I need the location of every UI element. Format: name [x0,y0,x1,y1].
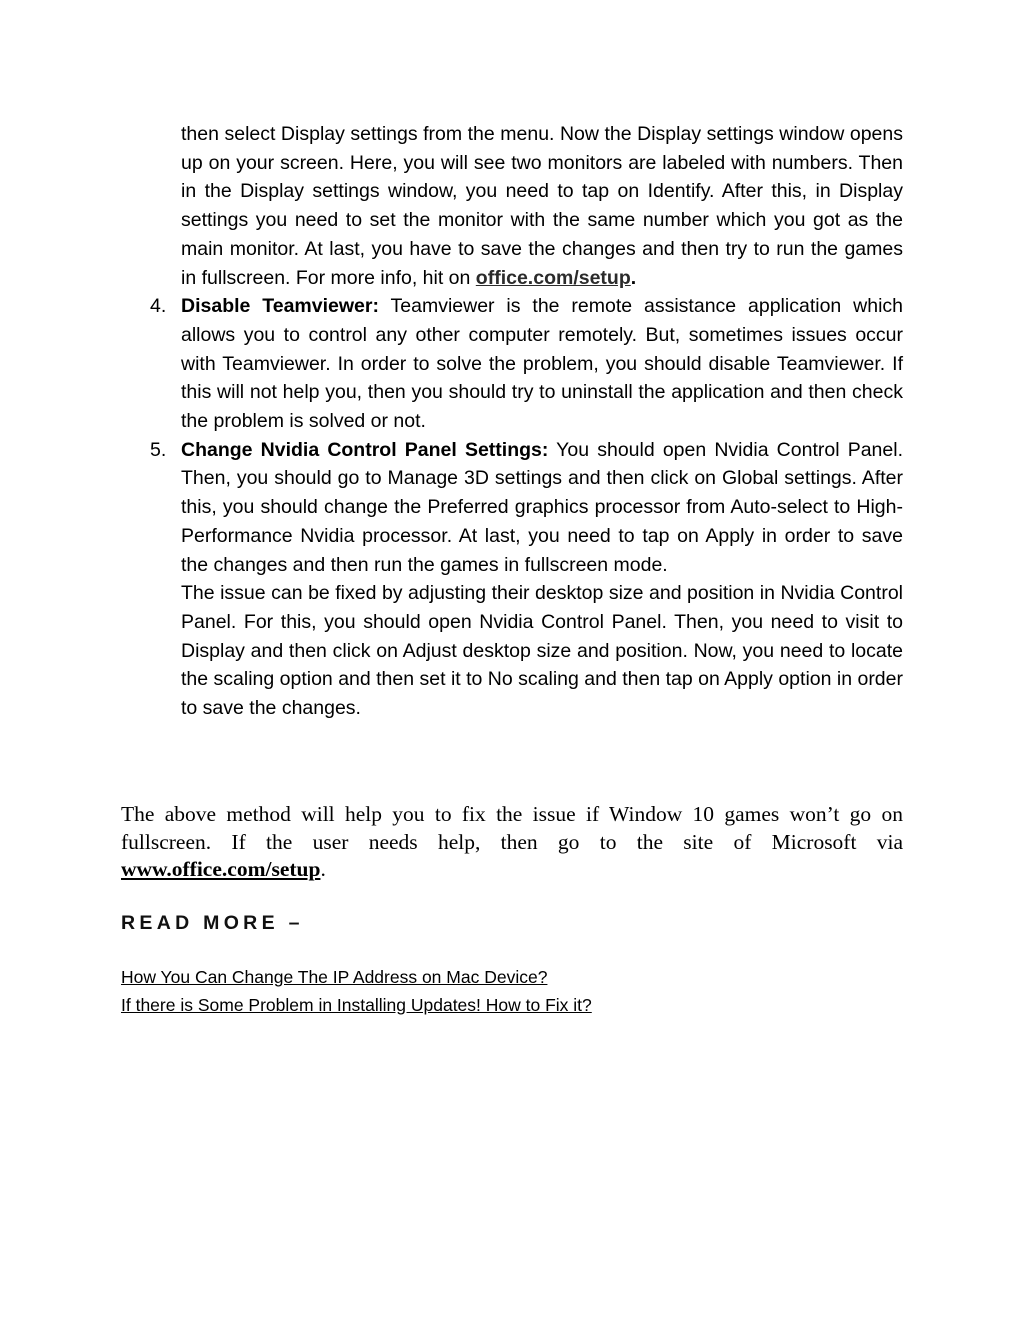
read-more-heading: READ MORE – [121,912,304,934]
instructions-list [121,120,903,723]
related-link-change-ip[interactable]: How You Can Change The IP Address on Mac Device? [121,967,548,987]
read-more-links [121,963,592,1019]
item-title: Change Nvidia Control Panel Settings: [181,438,549,461]
step-3-text: then select Display settings from the menu. Now the Display settings window opens up on your screen. Here, you will see two monitors are labeled with numbers. Then in the Display settings window, you need to tap on Identify. After this, in Display settings you need to set the monitor with the same number which you got as the main monitor. At last, you have to save the changes and then try to run the games in fullscreen. For more info, hit on [181,123,903,289]
office-setup-link[interactable]: office.com/setup [475,266,631,289]
step-3-period: . [630,266,637,289]
nvidia-scaling-paragraph: The issue can be fixed by adjusting their desktop size and position in Nvidia Control Panel. For this, you should open Nvidia Control Panel. Then, you need to visit to Display and then click on Adjust desktop size and position. Now, you need to locate the scaling option and then set it to No scaling and then tap on Apply option in order to save the changes. [181,582,903,720]
list-item-nvidia-settings [121,436,903,580]
list-number: 5. [150,438,167,461]
item-title: Disable Teamviewer: [181,295,379,318]
office-setup-url-link[interactable]: www.office.com/setup [121,857,321,881]
closing-text: The above method will help you to fix the issue if Window 10 games won’t go on fullscreen. If the user needs help, then go to the site of Microsoft via [121,802,903,854]
item-text: You should open Nvidia Control Panel. Then, you should go to Manage 3D settings and then click on Global settings. After this, you should change the Preferred graphics processor from Auto-select to High-Performance Nvidia processor. At last, you need to tap on Apply in order to save the changes and then run the games in fullscreen mode. [181,438,903,576]
item-text: Teamviewer is the remote assistance application which allows you to control any other computer remotely. But, sometimes issues occur with Teamviewer. In order to solve the problem, you should disable Teamviewer. If this will not help you, then you should try to uninstall the application and then check the problem is solved or not. [181,295,904,433]
list-item-disable-teamviewer [121,292,903,436]
closing-period: . [320,857,326,881]
related-link-install-updates[interactable]: If there is Some Problem in Installing Updates! How to Fix it? [121,995,592,1015]
step-3-continuation [121,120,903,292]
closing-paragraph [121,801,903,884]
list-number: 4. [150,295,167,318]
